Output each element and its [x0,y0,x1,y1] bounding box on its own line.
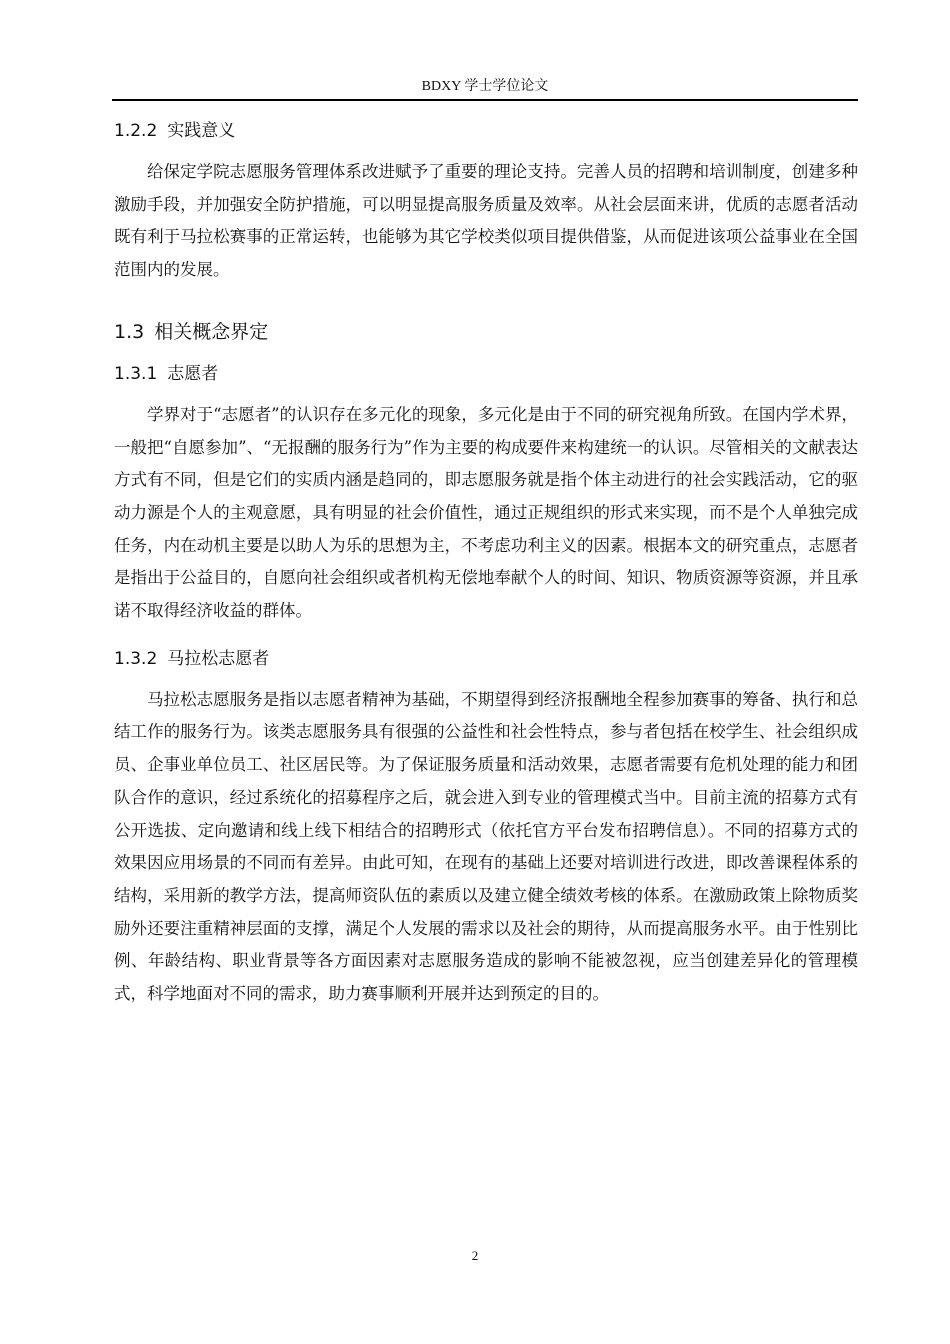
section-title: 志愿者 [167,363,219,384]
header-rule [112,99,858,101]
section-heading-1-3-2 [114,644,858,674]
section-heading-1-3 [114,315,858,349]
section-title: 相关概念界定 [154,320,269,343]
section-number: 1.3 [114,320,145,343]
page-content [114,116,858,1011]
section-title: 马拉松志愿者 [167,648,270,669]
section-number: 1.3.2 [114,648,158,669]
section-heading-1-2-2 [114,116,858,146]
paragraph-volunteer-definition: 学界对于“志愿者”的认识存在多元化的现象，多元化是由于不同的研究视角所致。在国内学术界，一般把“自愿参加”、“无报酬的服务行为”作为主要的构成要件来构建统一的认识。尽管相关的文献表达方式有不同，但是它们的实质内涵是趋同的，即志愿服务就是指个体主动进行的社会实践活动，它的驱动力源是个人的主观意愿，具有明显的社会价值性，通过正规组织的形式来实现，而不是个人单独完成任务，内在动机主要是以助人为乐的思想为主，不考虑功利主义的因素。根据本文的研究重点，志愿者是指出于公益目的，自愿向社会组织或者机构无偿地奉献个人的时间、知识、物质资源等资源，并且承诺不取得经济收益的群体。 [114,404,858,621]
paragraph-practical-significance: 给保定学院志愿服务管理体系改进赋予了重要的理论支持。完善人员的招聘和培训制度，创建多种激励手段，并加强安全防护措施，可以明显提高服务质量及效率。从社会层面来讲，优质的志愿者活动既有利于马拉松赛事的正常运转，也能够为其它学校类似项目提供借鉴，从而促进该项公益事业在全国范围内的发展。 [114,162,858,280]
paragraph-marathon-volunteer: 马拉松志愿服务是指以志愿者精神为基础，不期望得到经济报酬地全程参加赛事的筹备、执行和总结工作的服务行为。该类志愿服务具有很强的公益性和社会性特点，参与者包括在校学生、社会组织成员、企事业单位员工、社区居民等。为了保证服务质量和活动效果，志愿者需要有危机处理的能力和团队合作的意识，经过系统化的招募程序之后，就会进入到专业的管理模式当中。目前主流的招募方式有公开选拔、定向邀请和线上线下相结合的招聘形式（依托官方平台发布招聘信息）。不同的招募方式的效果因应用场景的不同而有差异。由此可知，在现有的基础上还要对培训进行改进，即改善课程体系的结构，采用新的教学方法，提高师资队伍的素质以及建立健全绩效考核的体系。在激励政策上除物质奖励外还要注重精神层面的支撑，满足个人发展的需求以及社会的期待，从而提高服务水平。由于性别比例、年龄结构、职业背景等各方面因素对志愿服务造成的影响不能被忽视，应当创建差异化的管理模式，科学地面对不同的需求，助力赛事顺利开展并达到预定的目的。 [114,689,858,1004]
section-number: 1.3.1 [114,363,158,384]
page-number: 2 [471,1248,479,1263]
section-title: 实践意义 [167,121,236,141]
running-header: BDXY 学士学位论文 [421,79,549,94]
section-heading-1-3-1 [114,359,858,389]
section-number: 1.2.2 [114,121,158,141]
